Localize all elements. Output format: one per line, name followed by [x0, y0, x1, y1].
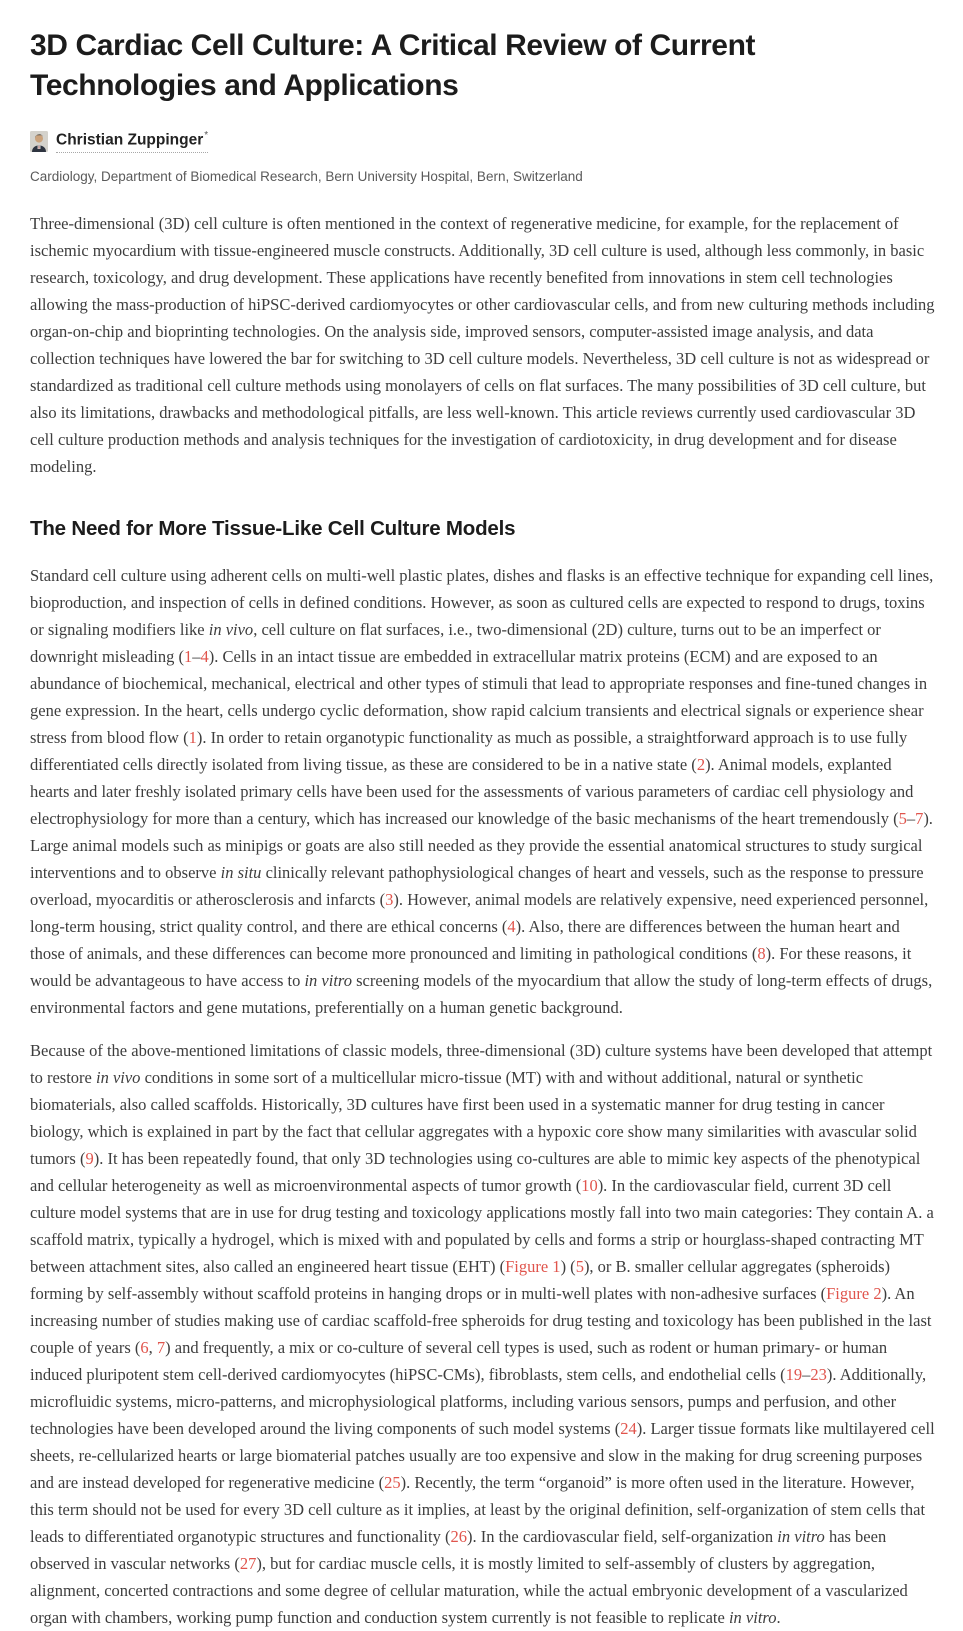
text-segment: .	[776, 1608, 781, 1628]
reference-link[interactable]: 1	[188, 728, 197, 748]
text-segment: ). Animal models, explanted hearts and later freshly isolated primary cells have been used for the assessments of various parameters of cardiac cell physiology and electrophysiology for more than a century, which has increased our knowledge of the basic mechanisms of the heart tremendously (	[30, 755, 914, 829]
reference-link[interactable]: 9	[85, 1149, 94, 1169]
text-segment: –	[802, 1365, 811, 1385]
text-segment: ,	[148, 1338, 157, 1358]
reference-link[interactable]: 19	[785, 1365, 803, 1385]
section-heading: The Need for More Tissue-Like Cell Culture Models	[30, 517, 516, 541]
reference-link[interactable]: 24	[620, 1419, 637, 1439]
italic-term: in vitro	[304, 971, 352, 991]
text-segment: –	[906, 809, 916, 829]
text-segment: ). An increasing number of studies making use of cardiac scaffold-free spheroids for drug testing and toxicology has been published in the last couple of years (	[30, 1284, 932, 1358]
body-paragraph	[30, 1037, 935, 1631]
text-segment: –	[192, 647, 201, 667]
reference-link[interactable]: 5	[898, 809, 907, 829]
reference-link[interactable]: 6	[140, 1338, 149, 1358]
text-segment: conditions in some sort of a multicellular micro-tissue (MT) with and without additional, natural or synthetic biomaterials, also called scaffolds. Historically, 3D cultures have first been used in a systematic manner for drug testing in cancer biology, which is explained in part by the fact that cellular aggregates with a hypoxic core show many similarities with avascular solid tumors (	[30, 1068, 917, 1169]
body-paragraph	[30, 562, 935, 1021]
italic-term: in vivo	[95, 1068, 141, 1088]
reference-link[interactable]: 3	[385, 890, 394, 910]
reference-link[interactable]: 26	[450, 1527, 467, 1547]
text-segment: ). In order to retain organotypic functionality as much as possible, a straightforward approach is to use fully differentiated cells directly isolated from living tissue, as these are considered to be in a native state (	[30, 728, 908, 775]
author-asterisk: *	[204, 130, 209, 141]
text-segment: ). Large animal models such as minipigs or goats are also still needed as they provide the essential anatomical structures to study surgical interventions and to observe	[30, 809, 933, 883]
text-segment: ). In the cardiovascular field, current 3D cell culture model systems that are in use for drug testing and toxicology applications mostly fall into two main categories: They contain A. a scaffold matrix, typically a hydrogel, which is mixed with and populated by cells and forms a strip or hourglass-shaped contracting MT between attachment sites, also called an engineered heart tissue (EHT) (	[30, 1176, 934, 1277]
text-segment: ). In the cardiovascular field, self-organization	[466, 1527, 778, 1547]
text-segment: ), or B. smaller cellular aggregates (spheroids) forming by self-assembly without scaffold proteins in hanging drops or in multi-well plates with non-adhesive surfaces (	[30, 1257, 890, 1304]
italic-term: in vitro	[728, 1608, 777, 1628]
text-segment: has been observed in vascular networks (	[30, 1527, 887, 1574]
italic-term: in situ	[220, 863, 262, 883]
reference-link[interactable]: 23	[810, 1365, 827, 1385]
reference-link[interactable]: 7	[915, 809, 924, 829]
text-segment: ). Cells in an intact tissue are embedded in extracellular matrix proteins (ECM) and are exposed to an abundance of biochemical, mechanical, electrical and other types of stimuli that lead to appropriate responses and fine-tuned changes in gene expression. In the heart, cells undergo cyclic deformation, show rapid calcium transients and electrical signals or experience shear stress from blood flow (	[30, 647, 928, 748]
affiliation: Cardiology, Department of Biomedical Research, Bern University Hospital, Bern, Switzerland	[30, 169, 583, 185]
reference-link[interactable]: Figure 1	[505, 1257, 561, 1277]
reference-link[interactable]: 4	[200, 647, 209, 667]
italic-term: in vivo	[208, 620, 254, 640]
reference-link[interactable]: 27	[239, 1554, 257, 1574]
italic-term: in vitro	[777, 1527, 825, 1547]
text-segment: , cell culture on flat surfaces, i.e., two-dimensional (2D) culture, turns out to be an imperfect or downright misleading (	[30, 620, 881, 667]
text-segment: Standard cell culture using adherent cells on multi-well plastic plates, dishes and flasks is an effective technique for expanding cell lines, bioproduction, and inspection of cells in defined conditions. However, as soon as cultured cells are expected to respond to drugs, toxins or signaling modifiers like	[30, 566, 934, 640]
text-segment: ) and frequently, a mix or co-culture of several cell types is used, such as rodent or human primary- or human induced pluripotent stem cell-derived cardiomyocytes (hiPSC-CMs), fibroblasts, stem cells, and endothelial cells (	[30, 1338, 888, 1385]
text-segment: Because of the above-mentioned limitations of classic models, three-dimensional (3D) culture systems have been developed that attempt to restore	[30, 1041, 933, 1088]
text-segment: ), but for cardiac muscle cells, it is mostly limited to self-assembly of clusters by aggregation, alignment, concerted contractions and some degree of cellular maturation, while the actual embryonic development of a vascularized organ with chambers, working pump function and conduction system currently is not feasible to replicate	[30, 1554, 908, 1628]
page-title: 3D Cardiac Cell Culture: A Critical Review of Current Technologies and Applications	[30, 29, 756, 102]
text-segment: ). Additionally, microfluidic systems, micro-patterns, and microphysiological platforms, including various sensors, pumps and perfusion, and other technologies have been developed around the living components of such model systems (	[30, 1365, 927, 1439]
text-segment: ). Larger tissue formats like multilayered cell sheets, re-cellularized hearts or large biomaterial patches usually are too expensive and slow in the making for drug screening purposes and are instead developed for regenerative medicine (	[30, 1419, 935, 1493]
reference-link[interactable]: Figure 2	[826, 1284, 882, 1304]
text-segment: ). It has been repeatedly found, that only 3D technologies using co-cultures are able to mimic key aspects of the phenotypical and cellular heterogeneity as well as microenvironmental aspects of tumor growth (	[30, 1149, 921, 1196]
reference-link[interactable]: 4	[507, 917, 516, 937]
text-segment: ) (	[560, 1257, 576, 1277]
reference-link[interactable]: 25	[384, 1473, 401, 1493]
text-segment: ). For these reasons, it would be advantageous to have access to	[30, 944, 912, 991]
text-segment: ). Also, there are differences between the human heart and those of animals, and these differences can become more pronounced and limiting in pathological conditions (	[30, 917, 900, 964]
author-avatar-icon	[30, 131, 48, 152]
author-name: Christian Zuppinger	[56, 131, 204, 149]
text-segment: Three-dimensional (3D) cell culture is often mentioned in the context of regenerative medicine, for example, for the replacement of ischemic myocardium with tissue-engineered muscle constructs. Additionally, 3D cell culture is used, although less commonly, in basic research, toxicology, and drug development. These applications have recently benefited from innovations in stem cell technologies allowing the mass-production of hiPSC-derived cardiomyocytes or other cardiovascular cells, and from new culturing methods including organ-on-chip and bioprinting technologies. On the analysis side, improved sensors, computer-assisted image analysis, and data collection techniques have lowered the bar for switching to 3D cell culture models. Nevertheless, 3D cell culture is not as widespread or standardized as traditional cell culture methods using monolayers of cells on flat surfaces. The many possibilities of 3D cell culture, but also its limitations, drawbacks and methodological pitfalls, are less well-known. This article reviews currently used cardiovascular 3D cell culture production methods and analysis techniques for the investigation of cardiotoxicity, in drug development and for disease modeling.	[30, 214, 935, 477]
reference-link[interactable]: 5	[575, 1257, 584, 1277]
author-row	[30, 130, 935, 153]
text-segment: screening models of the myocardium that allow the study of long-term effects of drugs, environmental factors and gene mutations, preferentially on a human genetic background.	[30, 971, 933, 1018]
reference-link[interactable]: 8	[757, 944, 766, 964]
reference-link[interactable]: 1	[183, 647, 193, 667]
text-segment: ). However, animal models are relatively expensive, need experienced personnel, long-term housing, strict quality control, and there are ethical concerns (	[30, 890, 929, 937]
reference-link[interactable]: 10	[581, 1176, 598, 1196]
abstract-paragraph	[30, 210, 935, 480]
reference-link[interactable]: 2	[696, 755, 706, 775]
author-name-link[interactable]	[56, 130, 208, 153]
text-segment: ). Recently, the term “organoid” is more often used in the literature. However, this term should not be used for every 3D cell culture as it implies, at least by the original definition, self-organization of stem cells that leads to differentiated organotypic structures and functionality (	[30, 1473, 926, 1547]
reference-link[interactable]: 7	[156, 1338, 166, 1358]
text-segment: clinically relevant pathophysiological changes of heart and vessels, such as the response to pressure overload, myocarditis or atherosclerosis and infarcts (	[30, 863, 924, 910]
